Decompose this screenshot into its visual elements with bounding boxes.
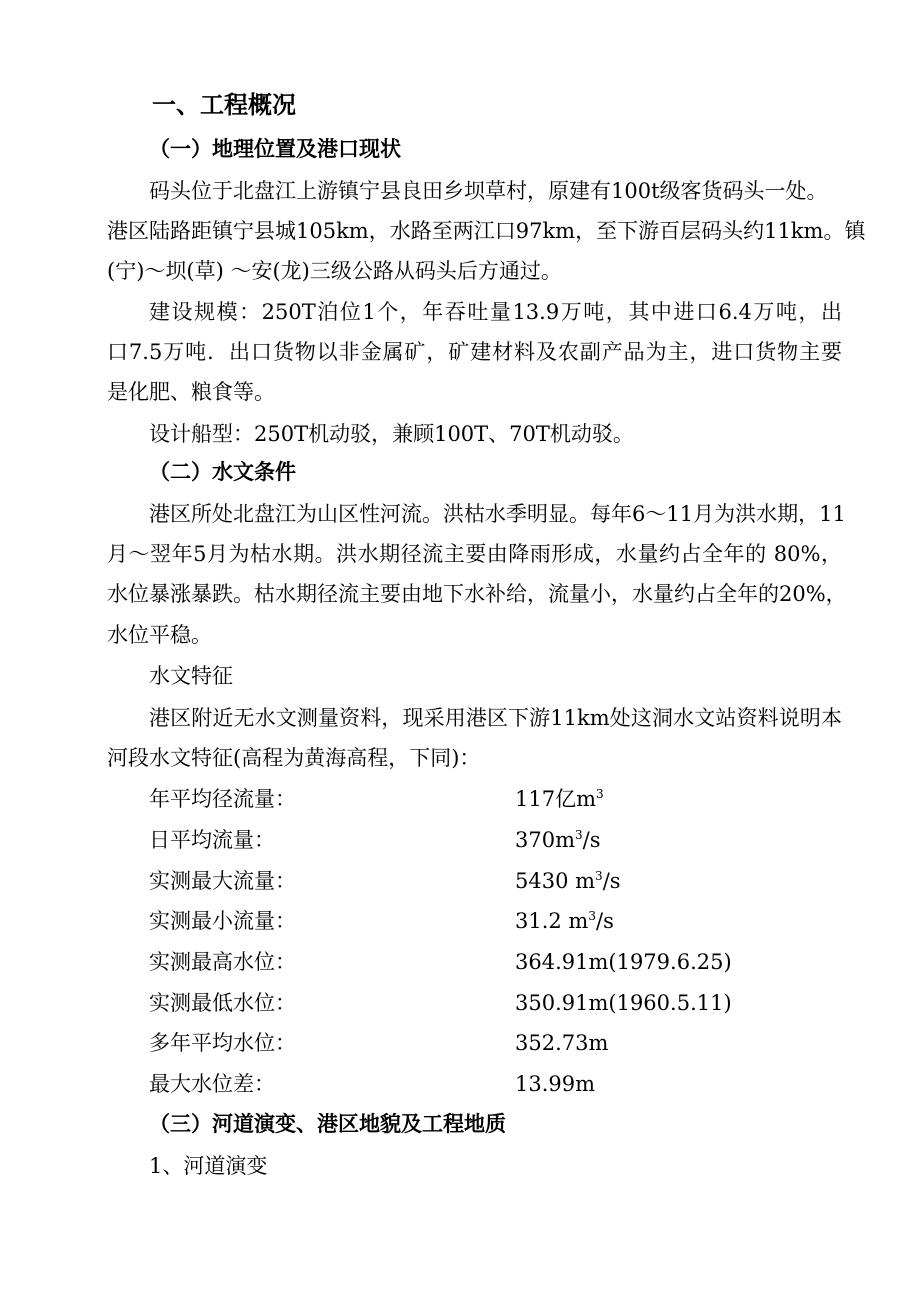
stat-label: 实测最低水位： [149, 991, 296, 1015]
section-1-title: （一）地理位置及港口现状 [149, 137, 401, 161]
stat-value: 350.91m(1960.5.11) [515, 991, 732, 1015]
main-heading: 一、工程概况 [152, 91, 296, 119]
stat-label: 实测最高水位： [149, 950, 296, 974]
paragraph-line: 港区附近无水文测量资料，现采用港区下游11km处这洞水文站资料说明本 [149, 706, 842, 730]
paragraph-line: 是化肥、粮食等。 [107, 380, 275, 404]
stat-value: 364.91m(1979.6.25) [515, 950, 732, 974]
paragraph-line: 港区陆路距镇宁县城105km，水路至两江口97km，至下游百层码头约11km。镇 [107, 219, 866, 243]
stat-label: 最大水位差： [149, 1072, 275, 1096]
paragraph-line: 设计船型：250T机动驳，兼顾100T、70T机动驳。 [149, 422, 634, 446]
stat-value: 117亿$m^3$ [515, 787, 604, 811]
subsection-label: 水文特征 [149, 664, 233, 688]
stat-label: 年平均径流量： [149, 787, 296, 811]
paragraph-line: (宁)～坝(草) ～安(龙)三级公路从码头后方通过。 [107, 259, 562, 283]
paragraph-line: 口7.5万吨．出口货物以非金属矿，矿建材料及农副产品为主，进口货物主要 [107, 340, 842, 364]
stat-value: 31.2 $m^3/s$ [515, 909, 614, 933]
paragraph-line: 码头位于北盘江上游镇宁县良田乡坝草村，原建有100t级客货码头一处。 [149, 179, 828, 203]
stat-value: 5430 $m^3/s$ [515, 869, 621, 893]
stat-label: 实测最大流量： [149, 869, 296, 893]
paragraph-line: 月～翌年5月为枯水期。洪水期径流主要由降雨形成，水量约占全年的 80%， [107, 542, 842, 566]
paragraph-line: 河段水文特征(高程为黄海高程，下同)： [107, 746, 481, 770]
stat-value: 13.99m [515, 1072, 596, 1096]
paragraph-line: 水位暴涨暴跌。枯水期径流主要由地下水补给，流量小，水量约占全年的20%， [107, 582, 847, 606]
list-item: 1、河道演变 [149, 1154, 268, 1178]
section-2-title: （二）水文条件 [149, 460, 296, 484]
paragraph-line: 建设规模：250T泊位1个，年吞吐量13.9万吨，其中进口6.4万吨，出 [149, 300, 842, 324]
stat-label: 实测最小流量： [149, 909, 296, 933]
paragraph-line: 港区所处北盘江为山区性河流。洪枯水季明显。每年6～11月为洪水期，11 [149, 502, 846, 526]
section-3-title: （三）河道演变、港区地貌及工程地质 [149, 1112, 506, 1136]
stat-label: 日平均流量： [149, 828, 275, 852]
stat-value: $370m^3/s$ [515, 828, 601, 852]
stat-label: 多年平均水位： [149, 1031, 296, 1055]
paragraph-line: 水位平稳。 [107, 623, 212, 647]
stat-value: 352.73m [515, 1031, 609, 1055]
